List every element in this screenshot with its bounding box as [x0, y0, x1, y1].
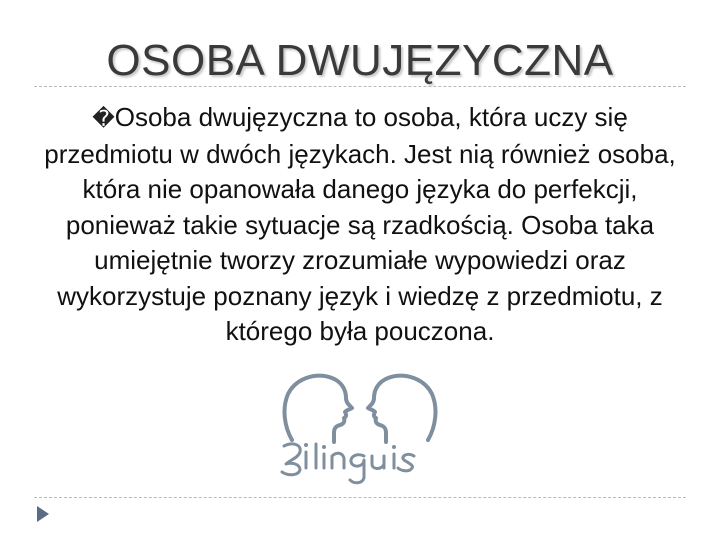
right-head-icon: [368, 376, 435, 442]
body-paragraph: Osoba dwujęzyczna to osoba, która uczy się przedmiotu w dwóch językach. Jest nią również osoba, która nie opanowała danego języka do perfekcji, ponieważ takie sytuacje są rzadkością. Osoba taka umiejętnie tworzy zrozumiałe wypowiedzi oraz wykorzystuje poznany język i wiedzę z przedmiotu, z którego była pouczona.: [44, 102, 676, 346]
logo-dot-1: [304, 443, 308, 447]
slide-title: OSOBA DWUJĘZYCZNA: [106, 36, 614, 85]
next-slide-arrow-icon[interactable]: [36, 505, 50, 523]
bilinguis-logo: [282, 444, 414, 483]
bullet-glyph: �: [92, 106, 115, 131]
logo-dot-2: [322, 445, 326, 449]
footer-divider: [34, 497, 686, 498]
title-divider: [34, 86, 686, 87]
logo-dot-3: [392, 445, 396, 449]
bilingual-heads-illustration: [262, 360, 458, 490]
slide-body: [40, 100, 680, 350]
left-head-icon: [285, 376, 352, 442]
